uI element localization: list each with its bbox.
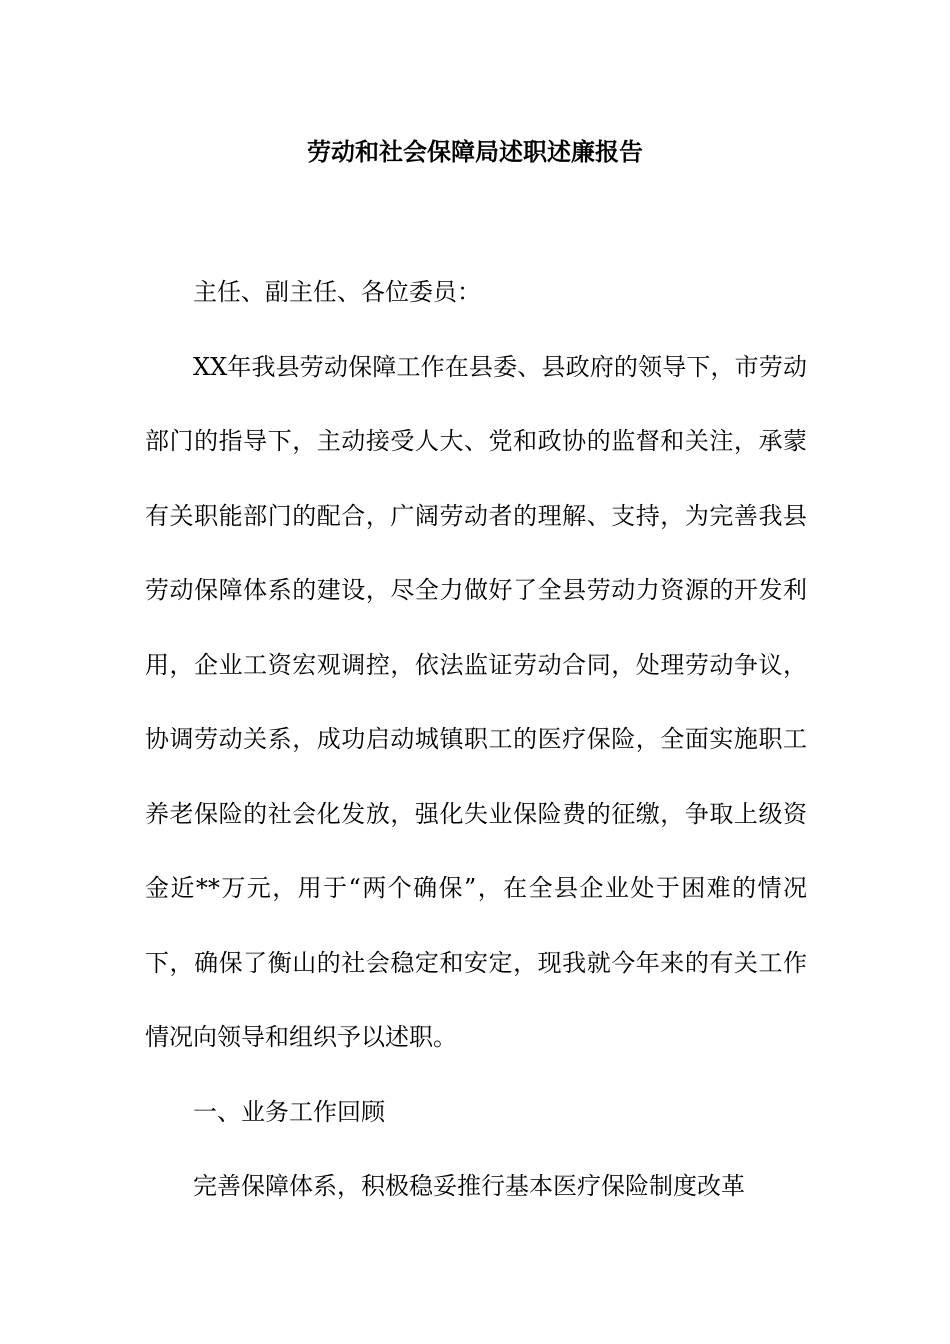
section-heading: 一、业务工作回顾 [193, 1097, 385, 1126]
subheading: 完善保障体系，积极稳妥推行基本医疗保险制度改革 [193, 1172, 745, 1200]
document-body [145, 255, 807, 1224]
document-title: 劳动和社会保障局述职述廉报告 [307, 137, 643, 166]
salutation: 主任、副主任、各位委员： [193, 278, 481, 306]
body-paragraph: XX年我县劳动保障工作在县委、县政府的领导下，市劳动部门的指导下，主动接受人大、党和政协的监督和关注，承蒙有关职能部门的配合，广阔劳动者的理解、支持，为完善我县劳动保障体系的建设，尽全力做好了全县劳动力资源的开发利用，企业工资宏观调控，依法监证劳动合同，处理劳动争议，协调劳动关系，成功启动城镇职工的医疗保险，全面实施职工养老保险的社会化发放，强化失业保险费的征缴，争取上级资金近**万元，用于“两个确保”，在全县企业处于困难的情况下，确保了衡山的社会稳定和安定，现我就今年来的有关工作情况向领导和组织予以述职。 [145, 352, 807, 1051]
